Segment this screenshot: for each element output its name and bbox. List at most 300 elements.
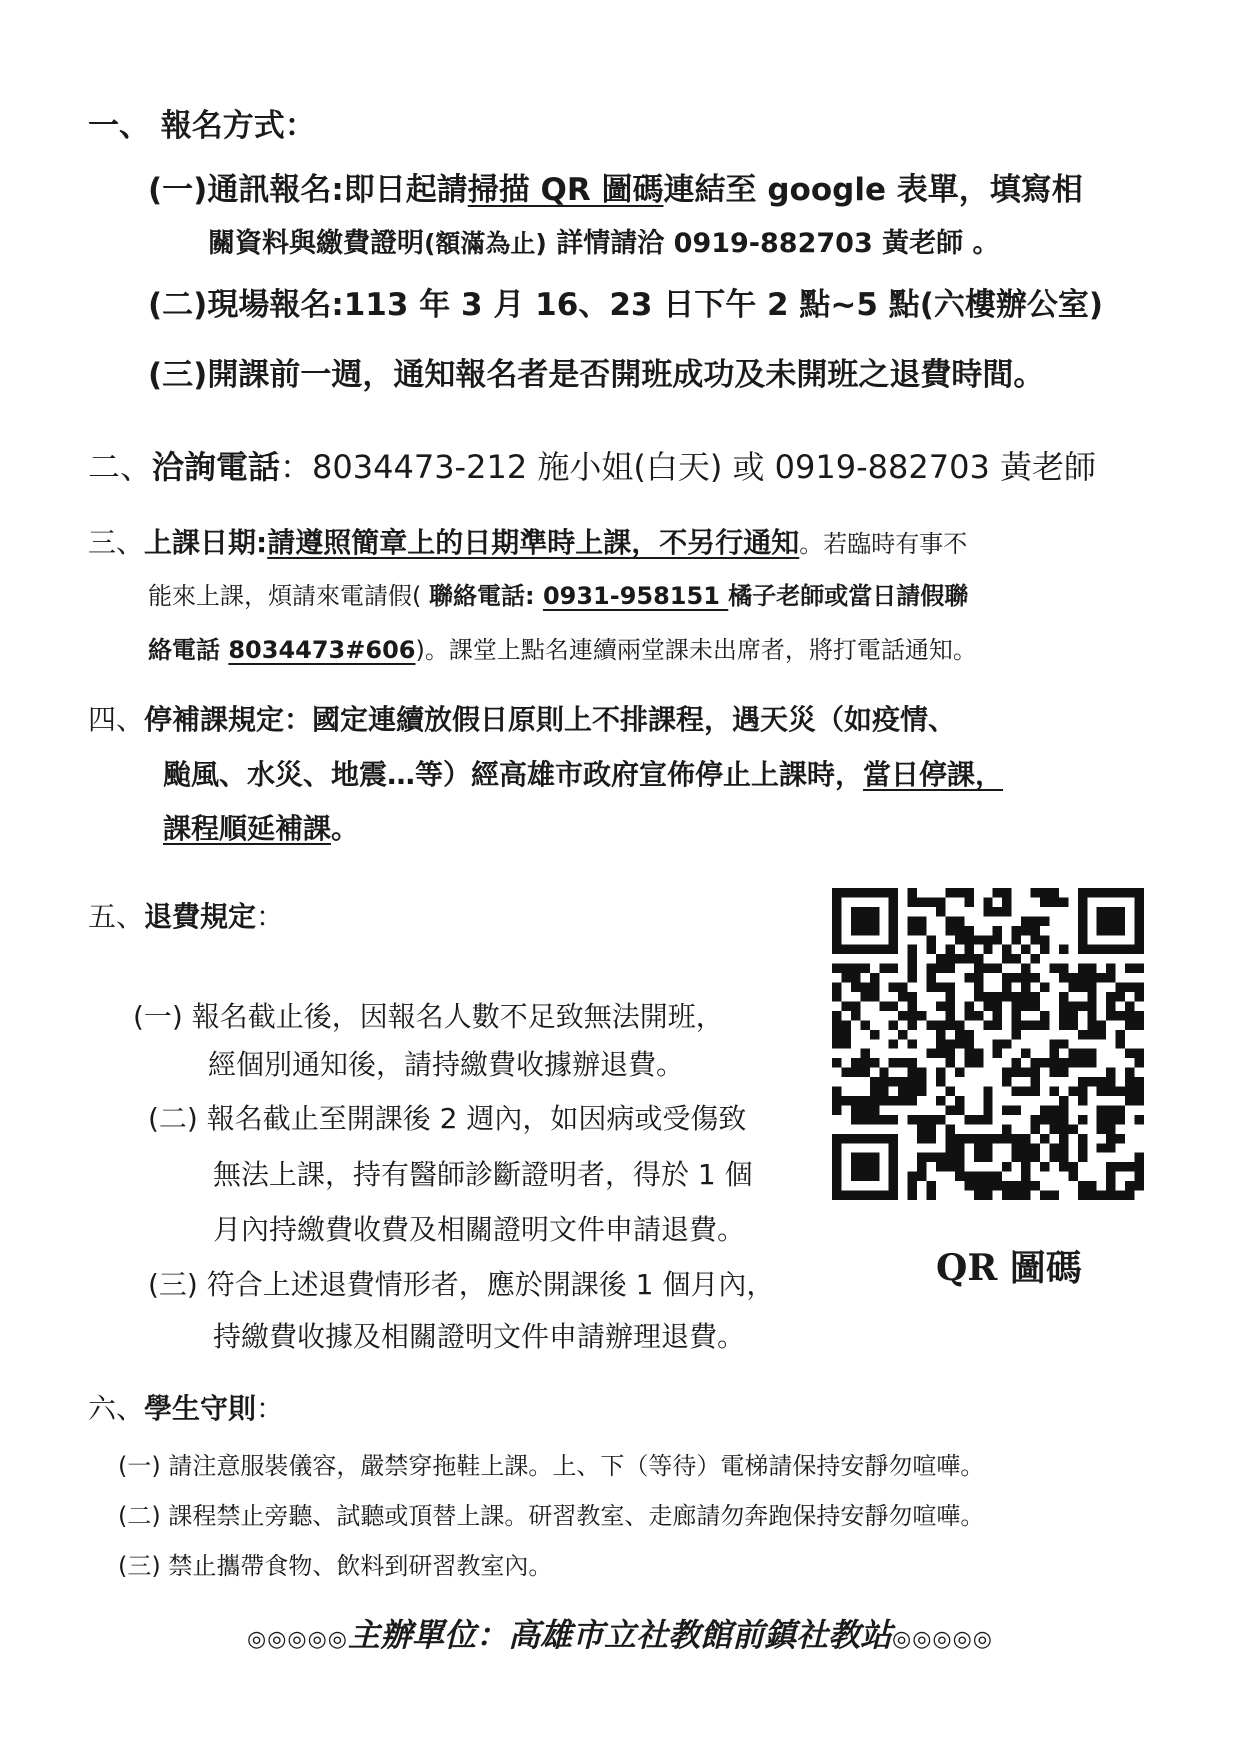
qr-module (908, 1077, 917, 1086)
qr-module (936, 964, 945, 973)
qr-module (841, 973, 850, 982)
qr-module (1049, 1105, 1058, 1114)
qr-module (1116, 1087, 1125, 1096)
qr-module (851, 1115, 860, 1124)
qr-module (1116, 945, 1125, 954)
qr-module (851, 1068, 860, 1077)
qr-module (1002, 992, 1011, 1001)
qr-module (860, 916, 869, 925)
text: ：國定連續放假日原則上不排課程，遇天災（如疫情、 (284, 703, 957, 736)
qr-module (1135, 1115, 1144, 1124)
qr-module (1049, 1049, 1058, 1058)
qr-module (1125, 1001, 1134, 1010)
qr-module (955, 888, 964, 897)
qr-module (1049, 897, 1058, 906)
qr-module (1125, 1020, 1134, 1029)
qr-module (1078, 1077, 1087, 1086)
qr-module (1049, 1191, 1058, 1200)
qr-module (927, 1049, 936, 1058)
qr-module (1031, 1143, 1040, 1152)
qr-module (860, 926, 869, 935)
qr-module (917, 1172, 926, 1181)
scan-qr-text: 掃描 QR 圖碼 (467, 172, 664, 208)
qr-module (917, 1134, 926, 1143)
qr-module (870, 907, 879, 916)
qr-module (1012, 1191, 1021, 1200)
qr-module (851, 926, 860, 935)
qr-module (974, 1134, 983, 1143)
qr-module (860, 1153, 869, 1162)
qr-module (1106, 1068, 1115, 1077)
qr-module (860, 1105, 869, 1114)
qr-module (1078, 983, 1087, 992)
organizer-footer (0, 1610, 1240, 1656)
qr-module (974, 935, 983, 944)
qr-module (860, 1096, 869, 1105)
qr-module (917, 1011, 926, 1020)
qr-module (1078, 926, 1087, 935)
qr-module (964, 1049, 973, 1058)
qr-module (841, 945, 850, 954)
qr-module (889, 935, 898, 944)
qr-module (1078, 1181, 1087, 1190)
qr-module (1021, 1172, 1030, 1181)
qr-module (955, 1172, 964, 1181)
qr-module (1125, 1191, 1134, 1200)
qr-module (1125, 1068, 1134, 1077)
qr-module (908, 916, 917, 925)
qr-module (908, 992, 917, 1001)
qr-module (1068, 1058, 1077, 1067)
qr-module (1078, 1087, 1087, 1096)
qr-module (870, 973, 879, 982)
qr-module (1059, 897, 1068, 906)
qr-module (898, 1096, 907, 1105)
qr-module (955, 1096, 964, 1105)
qr-module (908, 897, 917, 906)
qr-module (945, 1058, 954, 1067)
quota-note: (額滿為止) (424, 229, 547, 258)
qr-module (1106, 1162, 1115, 1171)
qr-module (870, 1153, 879, 1162)
qr-module (1106, 1134, 1115, 1143)
qr-module (1087, 1181, 1096, 1190)
qr-module (851, 1191, 860, 1200)
qr-module (1059, 1011, 1068, 1020)
qr-module (1097, 1115, 1106, 1124)
section-6-label: 學生守則 (144, 1392, 257, 1425)
qr-module (1040, 888, 1049, 897)
qr-module (1002, 1039, 1011, 1048)
qr-module (870, 992, 879, 1001)
qr-module (1059, 1134, 1068, 1143)
qr-module (1097, 1077, 1106, 1086)
qr-module (1049, 964, 1058, 973)
qr-module (1135, 1049, 1144, 1058)
qr-module (860, 1068, 869, 1077)
qr-module (1040, 1058, 1049, 1067)
qr-module (983, 1020, 992, 1029)
qr-module (841, 1020, 850, 1029)
qr-module (879, 1096, 888, 1105)
qr-module (917, 1153, 926, 1162)
qr-module (1049, 1124, 1058, 1133)
qr-module (983, 945, 992, 954)
qr-module (936, 1153, 945, 1162)
qr-module (927, 1115, 936, 1124)
qr-module (945, 926, 954, 935)
qr-module (1135, 926, 1144, 935)
section-prefix: 四、 (88, 703, 145, 736)
qr-module (1021, 1087, 1030, 1096)
qr-module (1012, 1134, 1021, 1143)
qr-module (1116, 1030, 1125, 1039)
qr-module (1021, 1068, 1030, 1077)
qr-module (1116, 1039, 1125, 1048)
decoration-left: ◎◎◎◎◎ (247, 1627, 348, 1652)
section-3-underlined: 請遵照簡章上的日期準時上課，不另行通知 (267, 526, 800, 559)
qr-module (1106, 916, 1115, 925)
qr-module (832, 945, 841, 954)
item-text: 關資料與繳費證明 (208, 228, 424, 259)
qr-module (1097, 1105, 1106, 1114)
qr-module (936, 897, 945, 906)
qr-module (898, 1030, 907, 1039)
section-1-item-2: (二)現場報名:113 年 3 月 16、23 日下午 2 點~5 點(六樓辦公室) (148, 287, 1104, 323)
qr-module (1087, 1001, 1096, 1010)
qr-module (1135, 1020, 1144, 1029)
qr-module (927, 945, 936, 954)
qr-module (879, 1115, 888, 1124)
qr-module (1116, 916, 1125, 925)
qr-module (832, 1162, 841, 1171)
qr-module (1002, 954, 1011, 963)
qr-module (1106, 945, 1115, 954)
leave-label: 絡電話 (148, 636, 229, 664)
qr-module (1031, 1068, 1040, 1077)
qr-module (832, 1011, 841, 1020)
qr-module (841, 1001, 850, 1010)
qr-module (1106, 1172, 1115, 1181)
qr-module (927, 1124, 936, 1133)
qr-module (870, 983, 879, 992)
qr-module (1106, 1087, 1115, 1096)
qr-module (1078, 1191, 1087, 1200)
qr-module (1125, 1011, 1134, 1020)
qr-module (1059, 964, 1068, 973)
qr-module (908, 1191, 917, 1200)
qr-module (851, 1153, 860, 1162)
qr-module (927, 1134, 936, 1143)
qr-module (851, 1096, 860, 1105)
qr-module (1059, 1096, 1068, 1105)
qr-module (1078, 964, 1087, 973)
contact-label: 聯絡電話: (429, 582, 543, 610)
section-6-heading (88, 1392, 284, 1426)
qr-module (945, 1105, 954, 1114)
qr-module (1012, 1011, 1021, 1020)
qr-module (1078, 1030, 1087, 1039)
qr-module (889, 1191, 898, 1200)
qr-code-image[interactable] (832, 888, 1144, 1200)
qr-module (964, 973, 973, 982)
qr-module (936, 907, 945, 916)
qr-module (1135, 935, 1144, 944)
qr-module (1059, 1153, 1068, 1162)
qr-module (1116, 1115, 1125, 1124)
colon: ： (256, 900, 285, 933)
qr-module (1059, 1143, 1068, 1152)
qr-module (832, 964, 841, 973)
qr-module (955, 916, 964, 925)
qr-module (832, 1134, 841, 1143)
qr-module (1031, 1087, 1040, 1096)
qr-module (1049, 1087, 1058, 1096)
qr-module (832, 1058, 841, 1067)
section-prefix: 三、 (88, 526, 145, 559)
qr-module (908, 1011, 917, 1020)
qr-module (889, 907, 898, 916)
section-3-line-1 (88, 526, 967, 560)
qr-module (1116, 1162, 1125, 1171)
qr-module (889, 1115, 898, 1124)
qr-module (851, 945, 860, 954)
qr-module (908, 1058, 917, 1067)
qr-module (1125, 1049, 1134, 1058)
qr-module (841, 1134, 850, 1143)
qr-module (1068, 1172, 1077, 1181)
qr-module (1106, 973, 1115, 982)
qr-module (927, 973, 936, 982)
qr-module (945, 1049, 954, 1058)
qr-module (974, 983, 983, 992)
qr-module (908, 945, 917, 954)
qr-module (889, 926, 898, 935)
qr-module (889, 1153, 898, 1162)
qr-module (945, 1001, 954, 1010)
qr-module (1135, 1077, 1144, 1086)
qr-module (860, 1134, 869, 1143)
qr-module (1021, 1020, 1030, 1029)
qr-module (917, 897, 926, 906)
qr-module (917, 1115, 926, 1124)
qr-module (945, 1134, 954, 1143)
qr-module (898, 983, 907, 992)
qr-module (964, 1001, 973, 1010)
section-2-label: 洽詢電話 (152, 448, 281, 486)
refund-item-3-line-2: 持繳費收據及相關證明文件申請辦理退費。 (213, 1320, 746, 1353)
qr-module (1021, 1143, 1030, 1152)
colon: ： (256, 1392, 285, 1425)
qr-module (1012, 1058, 1021, 1067)
qr-module (1012, 1020, 1021, 1029)
qr-module (1040, 935, 1049, 944)
qr-module (1125, 1087, 1134, 1096)
qr-module (927, 964, 936, 973)
qr-module (1106, 1011, 1115, 1020)
qr-module (1097, 1191, 1106, 1200)
contact-teacher: 橘子老師或當日請假聯 (728, 582, 969, 610)
qr-module (1021, 1191, 1030, 1200)
qr-module (964, 1115, 973, 1124)
qr-module (917, 1077, 926, 1086)
qr-module (1059, 1068, 1068, 1077)
qr-module (1125, 1162, 1134, 1171)
qr-module (1031, 992, 1040, 1001)
qr-module (1002, 907, 1011, 916)
qr-module (955, 935, 964, 944)
qr-module (1031, 1115, 1040, 1124)
qr-module (1116, 983, 1125, 992)
section-2-line (88, 448, 1096, 486)
qr-module (851, 964, 860, 973)
qr-module (1078, 1115, 1087, 1124)
rule-1: (一) 請注意服裝儀容，嚴禁穿拖鞋上課。上、下（等待）電梯請保持安靜勿喧嘩。 (118, 1452, 985, 1480)
qr-module (1106, 1124, 1115, 1133)
qr-module (1078, 935, 1087, 944)
qr-module (879, 888, 888, 897)
qr-module (917, 1124, 926, 1133)
qr-module (1116, 926, 1125, 935)
qr-module (964, 1172, 973, 1181)
qr-module (917, 1087, 926, 1096)
qr-module (945, 1143, 954, 1152)
qr-module (879, 1134, 888, 1143)
qr-module (983, 1115, 992, 1124)
section-1-heading: 一、 報名方式： (88, 108, 316, 144)
qr-module (1031, 1020, 1040, 1029)
qr-module (974, 992, 983, 1001)
qr-module (832, 1143, 841, 1152)
section-3-label: 上課日期: (144, 526, 268, 559)
qr-module (870, 1162, 879, 1171)
qr-module (936, 1096, 945, 1105)
qr-module (974, 1115, 983, 1124)
qr-module (1135, 992, 1144, 1001)
qr-module (955, 1039, 964, 1048)
qr-module (1040, 1115, 1049, 1124)
qr-module (851, 1172, 860, 1181)
qr-module (908, 888, 917, 897)
section-4-line-2 (163, 758, 1003, 792)
qr-module (851, 1134, 860, 1143)
qr-module (908, 964, 917, 973)
qr-module (851, 907, 860, 916)
qr-module (832, 983, 841, 992)
qr-module (945, 1162, 954, 1171)
qr-module (1078, 907, 1087, 916)
qr-module (955, 926, 964, 935)
qr-module (841, 1039, 850, 1048)
qr-module (993, 888, 1002, 897)
qr-module (1012, 1153, 1021, 1162)
qr-module (1106, 888, 1115, 897)
qr-module (1031, 973, 1040, 982)
qr-module (945, 954, 954, 963)
qr-module (1068, 1087, 1077, 1096)
qr-module (974, 964, 983, 973)
qr-module (832, 907, 841, 916)
qr-module (983, 935, 992, 944)
qr-module (908, 1115, 917, 1124)
qr-module (1097, 1030, 1106, 1039)
qr-module (964, 1181, 973, 1190)
qr-module (917, 1162, 926, 1171)
qr-module (1125, 1077, 1134, 1086)
qr-module (1002, 945, 1011, 954)
item-text: 連結至 google 表單，填寫相 (663, 172, 1083, 208)
qr-module (936, 1068, 945, 1077)
qr-module (1021, 1001, 1030, 1010)
qr-module (851, 1162, 860, 1171)
qr-module (1135, 1096, 1144, 1105)
qr-module (841, 964, 850, 973)
qr-module (1002, 888, 1011, 897)
qr-module (870, 1077, 879, 1086)
qr-module (860, 888, 869, 897)
refund-item-1-line-1: (一) 報名截止後，因報名人數不足致無法開班， (133, 1000, 724, 1033)
qr-module (964, 897, 973, 906)
qr-module (1135, 888, 1144, 897)
section-1-item-1-line-1 (148, 172, 1083, 209)
refund-item-2-line-1: (二) 報名截止至開課後 2 週內，如因病或受傷致 (148, 1102, 747, 1135)
qr-module (945, 1011, 954, 1020)
qr-module (1116, 888, 1125, 897)
qr-module (927, 935, 936, 944)
qr-module (1049, 1068, 1058, 1077)
section-5-label: 退費規定 (144, 900, 257, 933)
qr-module (983, 1143, 992, 1152)
qr-module (945, 888, 954, 897)
qr-module (1106, 964, 1115, 973)
qr-module (1021, 983, 1030, 992)
qr-module (1012, 1087, 1021, 1096)
qr-module (832, 1020, 841, 1029)
qr-module (955, 1153, 964, 1162)
qr-module (1125, 983, 1134, 992)
qr-module (917, 926, 926, 935)
qr-module (860, 1162, 869, 1171)
qr-module (1135, 916, 1144, 925)
qr-module (851, 1058, 860, 1067)
qr-module (936, 1030, 945, 1039)
qr-module (870, 1096, 879, 1105)
qr-module (898, 1011, 907, 1020)
qr-module (955, 1143, 964, 1152)
qr-module (1031, 1058, 1040, 1067)
qr-module (851, 888, 860, 897)
qr-module (870, 945, 879, 954)
qr-module (1031, 1124, 1040, 1133)
qr-module (983, 964, 992, 973)
qr-module (851, 916, 860, 925)
qr-module (832, 1087, 841, 1096)
qr-module (1002, 897, 1011, 906)
qr-module (889, 945, 898, 954)
qr-module (841, 888, 850, 897)
qr-module (1078, 1049, 1087, 1058)
qr-module (1012, 992, 1021, 1001)
qr-module (1106, 1077, 1115, 1086)
qr-module (1021, 926, 1030, 935)
qr-module (927, 1191, 936, 1200)
qr-module (983, 1087, 992, 1096)
qr-module (1002, 1077, 1011, 1086)
qr-module (1097, 888, 1106, 897)
section-2-phones: ：8034473-212 施小姐(白天) 或 0919-882703 黃老師 (280, 448, 1096, 486)
qr-module (1097, 973, 1106, 982)
qr-module (1040, 1162, 1049, 1171)
